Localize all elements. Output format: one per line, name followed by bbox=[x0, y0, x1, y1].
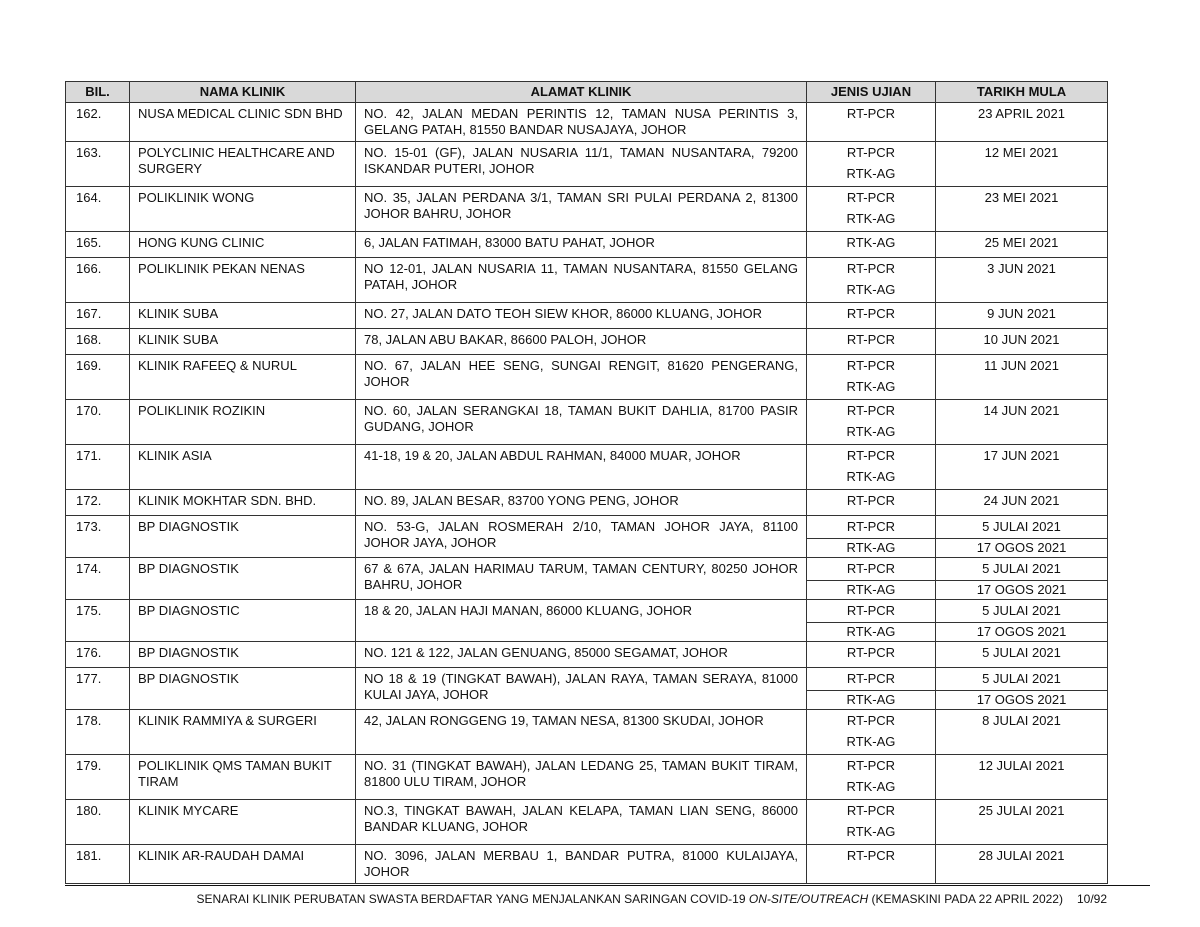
row-number: 176. bbox=[66, 642, 130, 668]
test-types bbox=[807, 142, 936, 187]
row-number: 172. bbox=[66, 490, 130, 516]
clinic-name: POLIKLINIK ROZIKIN bbox=[130, 400, 356, 445]
table-row bbox=[66, 490, 1108, 516]
clinic-address: NO. 60, JALAN SERANGKAI 18, TAMAN BUKIT DAHLIA, 81700 PASIR GUDANG, JOHOR bbox=[356, 400, 807, 445]
table-header-row bbox=[66, 82, 1108, 103]
start-date: 25 JULAI 2021 bbox=[936, 800, 1108, 845]
table-row bbox=[66, 445, 1108, 490]
start-date: 3 JUN 2021 bbox=[936, 258, 1108, 303]
test-type: RT-PCR bbox=[807, 668, 936, 691]
clinic-address: NO. 15-01 (GF), JALAN NUSARIA 11/1, TAMAN NUSANTARA, 79200 ISKANDAR PUTERI, JOHOR bbox=[356, 142, 807, 187]
start-date: 17 OGOS 2021 bbox=[936, 623, 1108, 642]
test-type: RT-PCR bbox=[807, 600, 936, 623]
test-types bbox=[807, 103, 936, 142]
start-date: 25 MEI 2021 bbox=[936, 232, 1108, 258]
test-type: RT-PCR bbox=[846, 106, 896, 121]
clinic-name: POLYCLINIC HEALTHCARE AND SURGERY bbox=[130, 142, 356, 187]
page-number: 10/92 bbox=[1076, 892, 1107, 906]
test-type: RT-PCR bbox=[846, 306, 896, 321]
clinic-name: KLINIK RAFEEQ & NURUL bbox=[130, 355, 356, 400]
clinic-address: NO. 42, JALAN MEDAN PERINTIS 12, TAMAN NUSA PERINTIS 3, GELANG PATAH, 81550 BANDAR NUSAJAYA, JOHOR bbox=[356, 103, 807, 142]
start-date: 17 OGOS 2021 bbox=[936, 581, 1108, 600]
header-start-date: TARIKH MULA bbox=[936, 82, 1108, 103]
test-type: RTK-AG bbox=[846, 779, 896, 794]
test-types bbox=[807, 710, 936, 755]
start-date: 5 JULAI 2021 bbox=[936, 516, 1108, 539]
test-types bbox=[807, 800, 936, 845]
table-row bbox=[66, 755, 1108, 800]
test-type: RT-PCR bbox=[846, 493, 896, 508]
table-row bbox=[66, 329, 1108, 355]
test-type: RTK-AG bbox=[846, 734, 896, 749]
test-types bbox=[807, 232, 936, 258]
start-date: 28 JULAI 2021 bbox=[936, 845, 1108, 884]
clinic-address: 78, JALAN ABU BAKAR, 86600 PALOH, JOHOR bbox=[356, 329, 807, 355]
clinic-address: 6, JALAN FATIMAH, 83000 BATU PAHAT, JOHOR bbox=[356, 232, 807, 258]
row-number: 175. bbox=[66, 600, 130, 642]
test-type: RT-PCR bbox=[807, 516, 936, 539]
header-test-type: JENIS UJIAN bbox=[807, 82, 936, 103]
row-number: 162. bbox=[66, 103, 130, 142]
test-types bbox=[807, 400, 936, 445]
start-date: 17 OGOS 2021 bbox=[936, 539, 1108, 558]
clinic-list-sheet bbox=[65, 81, 1107, 884]
table-row bbox=[66, 400, 1108, 445]
start-date: 17 OGOS 2021 bbox=[936, 691, 1108, 710]
clinic-name: KLINIK AR-RAUDAH DAMAI bbox=[130, 845, 356, 884]
test-type: RT-PCR bbox=[846, 848, 896, 863]
test-types bbox=[807, 642, 936, 668]
header-clinic-address: ALAMAT KLINIK bbox=[356, 82, 807, 103]
clinic-name: BP DIAGNOSTIK bbox=[130, 642, 356, 668]
table-row bbox=[66, 710, 1108, 755]
test-types bbox=[807, 355, 936, 400]
clinic-address: 67 & 67A, JALAN HARIMAU TARUM, TAMAN CENTURY, 80250 JOHOR BAHRU, JOHOR bbox=[356, 558, 807, 600]
test-type: RTK-AG bbox=[846, 824, 896, 839]
table-row bbox=[66, 303, 1108, 329]
test-types bbox=[807, 303, 936, 329]
clinic-address: NO. 89, JALAN BESAR, 83700 YONG PENG, JOHOR bbox=[356, 490, 807, 516]
clinic-name: KLINIK ASIA bbox=[130, 445, 356, 490]
row-number: 170. bbox=[66, 400, 130, 445]
row-number: 173. bbox=[66, 516, 130, 558]
clinic-address: NO.3, TINGKAT BAWAH, JALAN KELAPA, TAMAN LIAN SENG, 86000 BANDAR KLUANG, JOHOR bbox=[356, 800, 807, 845]
clinic-name: KLINIK MOKHTAR SDN. BHD. bbox=[130, 490, 356, 516]
table-row bbox=[66, 845, 1108, 884]
footer-update-note: (KEMASKINI PADA 22 APRIL 2022) bbox=[868, 892, 1063, 906]
row-number: 166. bbox=[66, 258, 130, 303]
test-type: RT-PCR bbox=[846, 448, 896, 463]
clinic-name: BP DIAGNOSTIK bbox=[130, 516, 356, 558]
row-number: 178. bbox=[66, 710, 130, 755]
header-clinic-name: NAMA KLINIK bbox=[130, 82, 356, 103]
test-type: RTK-AG bbox=[807, 539, 936, 558]
table-row bbox=[66, 103, 1108, 142]
table-row bbox=[66, 187, 1108, 232]
start-date: 24 JUN 2021 bbox=[936, 490, 1108, 516]
clinic-table-body bbox=[66, 103, 1108, 884]
start-date: 5 JULAI 2021 bbox=[936, 668, 1108, 691]
test-type: RTK-AG bbox=[846, 166, 896, 181]
start-date: 10 JUN 2021 bbox=[936, 329, 1108, 355]
clinic-address: NO. 31 (TINGKAT BAWAH), JALAN LEDANG 25, TAMAN BUKIT TIRAM, 81800 ULU TIRAM, JOHOR bbox=[356, 755, 807, 800]
table-row bbox=[66, 800, 1108, 845]
test-types bbox=[807, 845, 936, 884]
test-type: RTK-AG bbox=[846, 379, 896, 394]
table-row bbox=[66, 258, 1108, 303]
test-type: RTK-AG bbox=[846, 211, 896, 226]
clinic-address: NO. 53-G, JALAN ROSMERAH 2/10, TAMAN JOHOR JAYA, 81100 JOHOR JAYA, JOHOR bbox=[356, 516, 807, 558]
test-types bbox=[807, 445, 936, 490]
test-type: RTK-AG bbox=[807, 691, 936, 710]
clinic-address: 18 & 20, JALAN HAJI MANAN, 86000 KLUANG, JOHOR bbox=[356, 600, 807, 642]
clinic-name: NUSA MEDICAL CLINIC SDN BHD bbox=[130, 103, 356, 142]
test-type: RT-PCR bbox=[846, 403, 896, 418]
table-row bbox=[66, 600, 1108, 623]
clinic-address: NO. 27, JALAN DATO TEOH SIEW KHOR, 86000 KLUANG, JOHOR bbox=[356, 303, 807, 329]
table-row bbox=[66, 355, 1108, 400]
header-no: BIL. bbox=[66, 82, 130, 103]
clinic-address: NO. 67, JALAN HEE SENG, SUNGAI RENGIT, 81620 PENGERANG, JOHOR bbox=[356, 355, 807, 400]
clinic-table bbox=[65, 81, 1108, 884]
start-date: 5 JULAI 2021 bbox=[936, 642, 1108, 668]
table-row bbox=[66, 642, 1108, 668]
test-type: RT-PCR bbox=[846, 261, 896, 276]
start-date: 17 JUN 2021 bbox=[936, 445, 1108, 490]
test-type: RT-PCR bbox=[846, 332, 896, 347]
start-date: 9 JUN 2021 bbox=[936, 303, 1108, 329]
test-type: RT-PCR bbox=[846, 758, 896, 773]
row-number: 165. bbox=[66, 232, 130, 258]
row-number: 163. bbox=[66, 142, 130, 187]
clinic-name: BP DIAGNOSTIK bbox=[130, 558, 356, 600]
footer-rule bbox=[65, 885, 1150, 886]
clinic-address: 41-18, 19 & 20, JALAN ABDUL RAHMAN, 84000 MUAR, JOHOR bbox=[356, 445, 807, 490]
start-date: 14 JUN 2021 bbox=[936, 400, 1108, 445]
test-type: RTK-AG bbox=[846, 469, 896, 484]
row-number: 171. bbox=[66, 445, 130, 490]
row-number: 168. bbox=[66, 329, 130, 355]
table-row bbox=[66, 142, 1108, 187]
row-number: 164. bbox=[66, 187, 130, 232]
clinic-name: POLIKLINIK WONG bbox=[130, 187, 356, 232]
test-types bbox=[807, 258, 936, 303]
start-date: 12 JULAI 2021 bbox=[936, 755, 1108, 800]
start-date: 5 JULAI 2021 bbox=[936, 558, 1108, 581]
test-type: RT-PCR bbox=[846, 190, 896, 205]
test-type: RT-PCR bbox=[846, 713, 896, 728]
test-type: RTK-AG bbox=[807, 581, 936, 600]
clinic-name: BP DIAGNOSTIK bbox=[130, 668, 356, 710]
clinic-address: NO 18 & 19 (TINGKAT BAWAH), JALAN RAYA, TAMAN SERAYA, 81000 KULAI JAYA, JOHOR bbox=[356, 668, 807, 710]
row-number: 179. bbox=[66, 755, 130, 800]
row-number: 177. bbox=[66, 668, 130, 710]
clinic-name: BP DIAGNOSTIC bbox=[130, 600, 356, 642]
clinic-name: KLINIK MYCARE bbox=[130, 800, 356, 845]
test-type: RTK-AG bbox=[846, 235, 896, 250]
clinic-name: KLINIK SUBA bbox=[130, 329, 356, 355]
start-date: 11 JUN 2021 bbox=[936, 355, 1108, 400]
test-type: RT-PCR bbox=[846, 803, 896, 818]
table-row bbox=[66, 516, 1108, 539]
clinic-address: 42, JALAN RONGGENG 19, TAMAN NESA, 81300 SKUDAI, JOHOR bbox=[356, 710, 807, 755]
clinic-address: NO. 35, JALAN PERDANA 3/1, TAMAN SRI PULAI PERDANA 2, 81300 JOHOR BAHRU, JOHOR bbox=[356, 187, 807, 232]
test-type: RT-PCR bbox=[846, 645, 896, 660]
clinic-name: POLIKLINIK QMS TAMAN BUKIT TIRAM bbox=[130, 755, 356, 800]
test-type: RTK-AG bbox=[807, 623, 936, 642]
row-number: 181. bbox=[66, 845, 130, 884]
start-date: 8 JULAI 2021 bbox=[936, 710, 1108, 755]
test-type: RT-PCR bbox=[846, 145, 896, 160]
test-types bbox=[807, 755, 936, 800]
page-footer bbox=[65, 892, 1107, 907]
test-type: RT-PCR bbox=[846, 358, 896, 373]
clinic-name: POLIKLINIK PEKAN NENAS bbox=[130, 258, 356, 303]
test-type: RTK-AG bbox=[846, 282, 896, 297]
table-row bbox=[66, 668, 1108, 691]
test-type: RTK-AG bbox=[846, 424, 896, 439]
test-types bbox=[807, 329, 936, 355]
table-row bbox=[66, 232, 1108, 258]
start-date: 5 JULAI 2021 bbox=[936, 600, 1108, 623]
start-date: 12 MEI 2021 bbox=[936, 142, 1108, 187]
clinic-address: NO. 121 & 122, JALAN GENUANG, 85000 SEGAMAT, JOHOR bbox=[356, 642, 807, 668]
row-number: 169. bbox=[66, 355, 130, 400]
footer-title: SENARAI KLINIK PERUBATAN SWASTA BERDAFTAR YANG MENJALANKAN SARINGAN COVID-19 bbox=[196, 892, 749, 906]
clinic-name: KLINIK RAMMIYA & SURGERI bbox=[130, 710, 356, 755]
test-types bbox=[807, 187, 936, 232]
clinic-name: KLINIK SUBA bbox=[130, 303, 356, 329]
footer-title-italic: ON-SITE/OUTREACH bbox=[748, 892, 869, 906]
test-types bbox=[807, 490, 936, 516]
start-date: 23 APRIL 2021 bbox=[936, 103, 1108, 142]
clinic-address: NO. 3096, JALAN MERBAU 1, BANDAR PUTRA, 81000 KULAIJAYA, JOHOR bbox=[356, 845, 807, 884]
row-number: 167. bbox=[66, 303, 130, 329]
clinic-name: HONG KUNG CLINIC bbox=[130, 232, 356, 258]
row-number: 174. bbox=[66, 558, 130, 600]
row-number: 180. bbox=[66, 800, 130, 845]
table-row bbox=[66, 558, 1108, 581]
start-date: 23 MEI 2021 bbox=[936, 187, 1108, 232]
test-type: RT-PCR bbox=[807, 558, 936, 581]
clinic-address: NO 12-01, JALAN NUSARIA 11, TAMAN NUSANTARA, 81550 GELANG PATAH, JOHOR bbox=[356, 258, 807, 303]
